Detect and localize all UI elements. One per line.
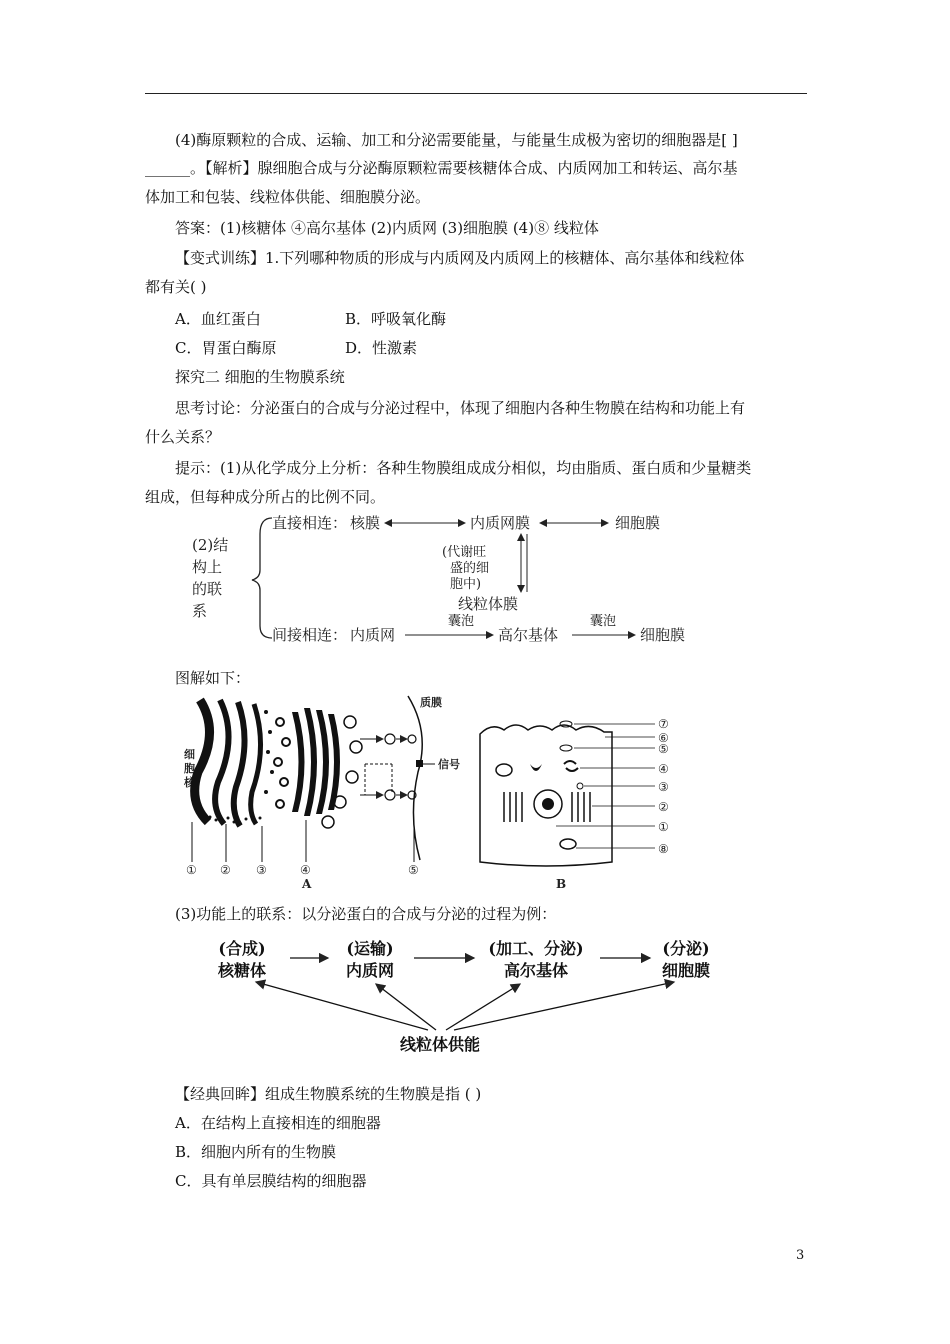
text-line: 体加工和包装、线粒体供能、细胞膜分泌。 [145,188,431,206]
section-heading: 探究二 细胞的生物膜系统 [175,368,345,386]
mito-membrane: 线粒体膜 [458,595,519,613]
option-d: D．性激素 [345,339,418,357]
brace [252,518,272,638]
nucleus-label: 胞 [184,762,195,775]
step-process: (运输) [346,939,394,958]
er-cistern [234,702,245,826]
text-line: ______。【解析】腺细胞合成与分泌酶原颗粒需要核糖体合成、内质网加工和转运、高尔基 [145,159,738,177]
er: 内质网 [350,626,396,644]
function-line: (3)功能上的联系：以分泌蛋白的合成与分泌的过程为例： [175,905,557,923]
structure-label: 系 [192,602,208,620]
label-number: ① [658,820,669,834]
text-line: 都有关( ) [145,278,207,296]
review-option: B．细胞内所有的生物膜 [175,1143,337,1161]
figure-a-label: A [302,877,312,891]
note-line: (代谢旺 [442,545,487,560]
figure-caption: 图解如下： [175,669,251,687]
plasma-membrane [408,696,422,860]
signal-label: 信号 [438,758,460,771]
label-number: ⑦ [658,717,669,731]
step-organelle: 细胞膜 [661,961,711,980]
step-organelle: 内质网 [345,961,395,980]
structure-label: 构上 [192,558,223,576]
golgi-body [292,708,340,816]
indirect-prefix: 间接相连： [272,626,348,644]
er-membrane: 内质网膜 [470,514,531,532]
label-number: ④ [300,863,311,877]
figure-b [480,717,669,891]
text-line: 思考讨论：分泌蛋白的合成与分泌过程中，体现了细胞内各种生物膜在结构和功能上有 [175,399,746,417]
review-option: C．具有单层膜结构的细胞器 [175,1172,367,1190]
text-line: (4)酶原颗粒的合成、运输、加工和分泌需要能量，与能量生成极为密切的细胞器是[ ] [175,131,738,149]
cell-outline [480,725,612,866]
golgi: 高尔基体 [498,626,559,644]
plasma-membrane-label: 质膜 [420,696,442,709]
page-number: 3 [796,1248,805,1263]
nucleus-label: 细 [184,748,195,761]
vesicle-label: 囊泡 [448,614,475,629]
review-question: 【经典回眸】组成生物膜系统的生物膜是指 ( ) [175,1085,482,1103]
step-process: (加工、分泌) [488,939,584,958]
figure-a [183,695,460,891]
label-number: ⑤ [408,863,419,877]
energy-label: 线粒体供能 [399,1035,481,1054]
nuclear-envelope [195,700,210,822]
label-number: ⑥ [658,731,669,745]
vesicle-label: 囊泡 [590,614,617,629]
label-number: ② [658,800,669,814]
cell-membrane: 细胞膜 [615,514,661,532]
header-rule [145,93,807,94]
step-organelle: 高尔基体 [503,961,569,980]
option-c: C．胃蛋白酶原 [175,339,277,357]
note-line: 胞中) [450,577,482,592]
text-line: 【变式训练】1.下列哪种物质的形成与内质网及内质网上的核糖体、高尔基体和线粒体 [175,249,745,267]
step-process: (合成) [218,939,266,958]
review-option: A．在结构上直接相连的细胞器 [175,1114,381,1132]
label-number: ③ [658,780,669,794]
structure-diagram [180,510,720,650]
label-number: ⑧ [658,842,669,856]
er-cistern [215,700,228,824]
cell-figure [180,692,710,892]
direct-prefix: 直接相连： [272,514,348,532]
option-b: B．呼吸氧化酶 [345,310,447,328]
text-line: 组成，但每种成分所占的比例不同。 [145,488,386,506]
text-line: 什么关系？ [145,428,221,446]
nuclear-membrane: 核膜 [350,514,381,532]
label-number: ③ [256,863,267,877]
label-number: ⑤ [658,742,669,756]
step-organelle: 核糖体 [217,961,267,980]
note-line: 盛的细 [450,561,490,576]
function-flow-diagram [190,930,750,1060]
label-number: ④ [658,762,669,776]
label-number: ② [220,863,231,877]
structure-label: 的联 [192,580,223,598]
structure-label: (2)结 [192,536,229,554]
answer-line: 答案：(1)核糖体 ④高尔基体 (2)内质网 (3)细胞膜 (4)⑧ 线粒体 [175,219,599,237]
label-number: ① [186,863,197,877]
text-line: 提示：(1)从化学成分上分析：各种生物膜组成成分相似，均由脂质、蛋白质和少量糖类 [175,459,752,477]
option-a: A．血红蛋白 [175,310,261,328]
step-process: (分泌) [662,939,710,958]
er-cistern [251,704,261,824]
figure-b-label: B [556,877,567,891]
cell-membrane-2: 细胞膜 [640,626,686,644]
nucleus-label: 核 [184,776,195,789]
